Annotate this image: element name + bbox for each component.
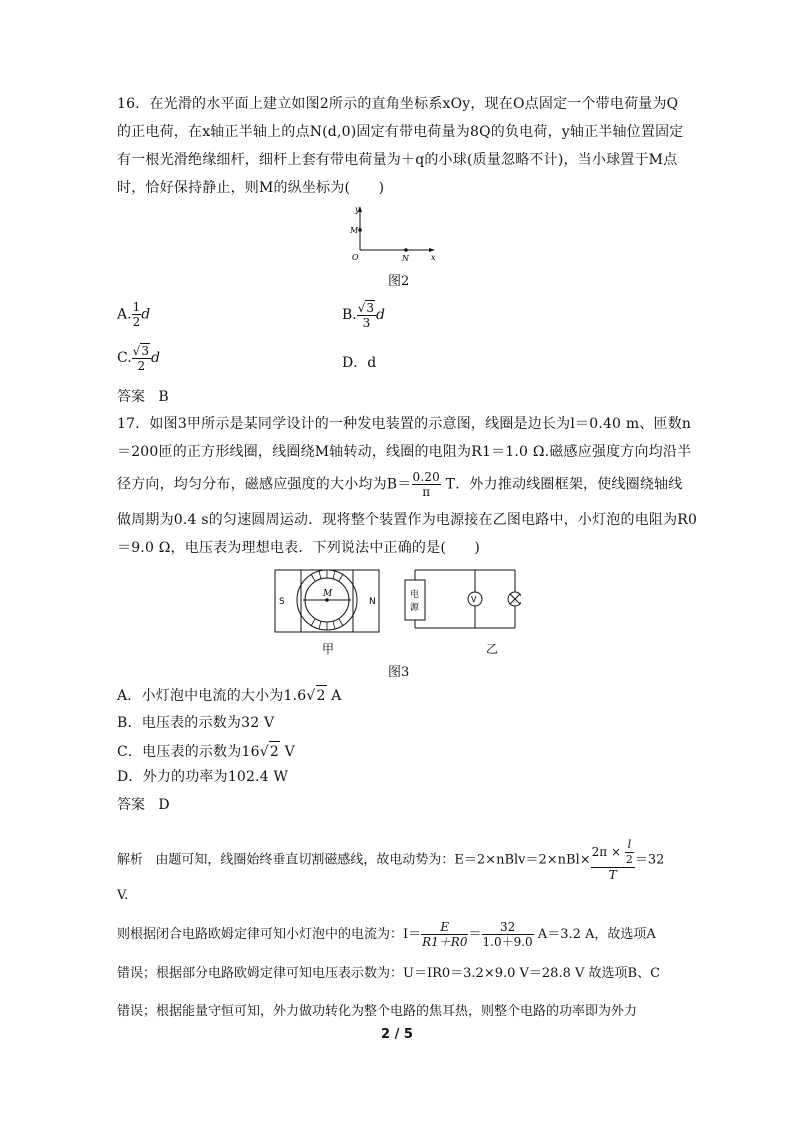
q16-option-c: C. $\frac{√3}{2}$ d [117,344,160,373]
q16-line-3: 有一根光滑绝缘细杆，细杆上套有带电荷量为＋q的小球(质量忽略不计)，当小球置于M点 [117,152,678,168]
power-source-label-2: 源 [410,603,420,613]
q17-line-2: ＝200匝的正方形线圈，线圈绕M轴转动，线圈的电阻为R1＝1.0 Ω.磁感应强度方向均沿半 [117,444,692,460]
analysis-line-4: 错误；根据部分电路欧姆定律可知电压表示数为：U＝IR0＝3.2×9.0 V＝28.8 V 故选项B、C [117,966,661,981]
origin-label: O [352,253,359,262]
figure-2-caption: 图2 [388,274,410,289]
analysis-line-2: V. [117,888,129,903]
q17-answer: 答案 D [117,797,170,813]
q17-line-1: 17．如图3甲所示是某同学设计的一种发电装置的示意图，线圈是边长为l＝0.40 m、匝数n [117,416,692,432]
q17-option-d: D．外力的功率为102.4 W [117,769,289,785]
figure-3-circuit-diagram [403,568,521,632]
point-n-label: N [402,254,409,263]
q17-line-3: 径方向，均匀分布，磁感应强度的大小均为B＝ $\frac{0.20}{\pi}$ T．外力推动线圈框架，使线圈绕轴线 [117,470,683,499]
q16-line-2: 的正电荷，在x轴正半轴上的点N(d,0)固定有带电荷量为8Q的负电荷，y轴正半轴位置固定 [117,124,684,140]
q17-option-c: C．电压表的示数为16√2 V [117,741,295,762]
analysis-line-3: 则根据闭合电路欧姆定律可知小灯泡中的电流为：I＝ $\frac{E}{R1+R0}$ ＝ $\frac{32}{1.0+9.0}$ A＝3.2 A，故选项A [117,920,656,949]
axis-m-label: M [323,589,333,599]
page-number: 2 / 5 [381,1027,413,1042]
q17-option-a: A．小灯泡中电流的大小为1.6√2 A [117,685,342,706]
north-pole-label: N [369,597,376,607]
figure-3-generator-diagram [273,568,383,636]
q17-line-5: ＝9.0 Ω，电压表为理想电表．下列说法中正确的是( ) [117,540,481,556]
q16-option-d: D．d [342,355,377,371]
figure-3-caption: 图3 [388,665,410,680]
q16-line-4: 时，恰好保持静止，则M的纵坐标为( ) [117,180,385,196]
analysis-line-5: 错误；根据能量守恒可知，外力做功转化为整个电路的焦耳热，则整个电路的功率即为外力 [117,1004,638,1019]
point-m-label: M [350,226,359,235]
y-axis-label: y [355,205,360,214]
x-axis-label: x [431,253,436,262]
q16-answer: 答案 B [117,389,169,405]
voltmeter-label: V [471,595,477,604]
analysis-line-1: 解析 由题可知，线圈始终垂直切割磁感线，故电动势为：E＝2×nBlv＝2×nBl× 2π × $\frac{l}{2}$ T ＝32 [117,838,665,882]
q17-option-b: B．电压表的示数为32 V [117,715,275,731]
q17-line-4: 做周期为0.4 s的匀速圆周运动．现将整个装置作为电源接在乙图电路中，小灯泡的电阻为R0 [117,512,698,528]
q16-line-1: 16．在光滑的水平面上建立如图2所示的直角坐标系xOy，现在O点固定一个带电荷量为Q [117,96,679,112]
power-source-label-1: 电 [410,590,420,600]
figure-jia-label: 甲 [322,642,335,656]
q16-option-b: B. $\frac{√3}{3}$ d [342,301,386,330]
figure-yi-label: 乙 [486,642,499,656]
south-pole-label: S [279,597,285,607]
figure-2-coordinate-system [345,202,445,264]
q16-option-a: A. $\frac{1}{2}$ d [117,300,151,329]
